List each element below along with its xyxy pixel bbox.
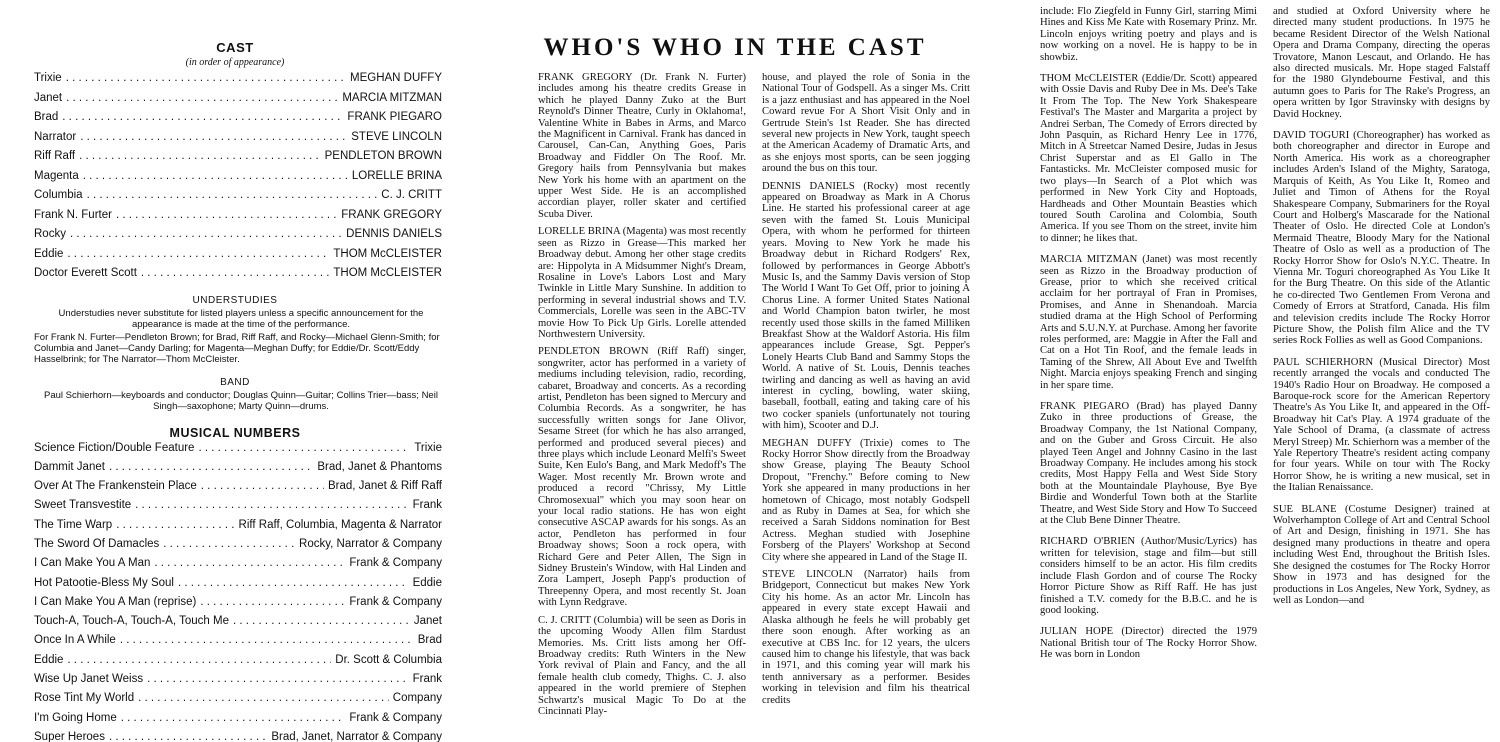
- song-title: Over At The Frankenstein Place: [34, 480, 197, 493]
- bio-frank-piegaro: FRANK PIEGARO (Brad) has played Danny Zuko in three productions of Grease, the Broadway Company, the 1st National Company, and on the Guber and Gross Circuit. He also played Teen Angel and Johnny Casino in the last Broadway Company. He includes among his stock credits, Most Happy Fella and West Side Story both at the Mountaindale Playhouse, Bye Bye Birdie and Wonderful Town both at the Starlite Theatre, and West Side Story and How To Succeed at the Club Bene Dinner Theatre.: [1040, 401, 1257, 527]
- song-performer: Trixie: [414, 441, 442, 454]
- song-title: The Time Warp: [34, 518, 113, 531]
- song-performer: Brad, Janet, Narrator & Company: [271, 730, 442, 742]
- leader-dots: [109, 461, 313, 473]
- leader-dots: [116, 209, 337, 221]
- bio-frank-gregory: FRANK GREGORY (Dr. Frank N. Furter) includes among his theatre credits Grease in which he played Danny Zuko at the Burt Reynold's Dinner Theatre, Curly in Oklahoma!, Valentine White in Babes in Arms, and Marco the Magnificent in Carnival. Frank has danced in Carousel, Can-Can, Anything Goes, Paris Broadway and Fiddler On The Roof. Mr. Gregory hails from Pennsylvania but makes New York his home with an apartment on the upper West Side. He is an accomplished accordian player, roller skater and certified Scuba Diver.: [538, 72, 746, 220]
- song-title: Once In A While: [34, 634, 116, 647]
- song-row: [34, 673, 442, 692]
- whos-who-page: [490, 0, 980, 742]
- bio-lorelle-brina: LORELLE BRINA (Magenta) was most recently seen as Rizzo in Grease—This marked her Broadway debut. Among her other stage credits are: Hippolyta in A Midsummer Night's Dream, Rosaline in Love's Labors Lost and Mary Twinkle in Little Mary Sunshine. In addition to performing in several industrial shows and T.V. Commercials, Lorelle was seen in the ABC-TV movie How To Pick Up Girls. Lorelle attended Northwestern University.: [538, 226, 747, 340]
- leader-dots: [121, 712, 346, 724]
- song-title: Science Fiction/Double Feature: [34, 441, 195, 454]
- song-row: [34, 712, 442, 731]
- song-title: Super Heroes: [34, 730, 105, 742]
- role-name: Columbia: [34, 189, 83, 201]
- leader-dots: [87, 189, 378, 201]
- actor-name: MEGHAN DUFFY: [350, 72, 442, 84]
- cast-row: [34, 111, 442, 131]
- song-performer: Frank: [412, 673, 442, 686]
- leader-dots: [116, 519, 234, 531]
- song-row: [34, 634, 442, 653]
- band-details: Paul Schierhorn—keyboards and conductor; Douglas Quinn—Guitar; Collins Trier—bass; Neil Singh—saxophone; Marty Quinn—drums.: [44, 389, 438, 412]
- song-title: Sweet Transvestite: [34, 499, 132, 512]
- cast-page: [0, 0, 470, 742]
- song-title: Wise Up Janet Weiss: [34, 673, 144, 686]
- musical-numbers-heading: MUSICAL NUMBERS: [169, 425, 301, 440]
- leader-dots: [66, 92, 338, 104]
- song-row: [34, 654, 442, 673]
- leader-dots: [201, 480, 324, 492]
- song-performer: Janet: [413, 615, 442, 628]
- actor-name: PENDLETON BROWN: [324, 150, 442, 162]
- cast-subtitle: (in order of appearance): [185, 57, 285, 68]
- song-title: Eddie: [34, 653, 64, 666]
- song-performer: Company: [392, 692, 442, 705]
- bio-columns-continued: [1000, 0, 1500, 671]
- leader-dots: [66, 72, 346, 84]
- role-name: Narrator: [34, 130, 77, 143]
- bio-julian-hope-cont: and studied at Oxford University where he directed many student productions. In 1975 he became Resident Director of the Welsh National Opera and Drama Company, directing the operas Trovatore, Manon Lescaut, and Orlando. He has also directed musicals. Mr. Hope staged Falstaff for the 1980 Glyndebourne Festival, and this autumn goes to Paris for The Rake's Progress, an opera written by Igor Stravinsky with designs by David Hockney.: [1273, 6, 1490, 120]
- cast-row: [34, 228, 442, 248]
- role-name: Janet: [34, 91, 63, 104]
- bio-column-2: [762, 72, 970, 723]
- bio-meghan-duffy: MEGHAN DUFFY (Trixie) comes to The Rocky Horror Show directly from the Broadway show Grease, playing The Beauty School Dropout, "Frenchy." Before coming to New York she appeared in many productions in her hometown of Chicago, most notably Godspell and as Ruby in Dames at Sea, for which she received a Sarah Siddons nomination for Best Actress. Meghan studied with Josephine Forsberg of the Players' Workshop at Second City where she appeared in Land of the Stage II.: [762, 437, 970, 563]
- song-row: [34, 615, 442, 634]
- bio-columns: [490, 72, 980, 723]
- bio-cj-critt-cont: house, and played the role of Sonia in the National Tour of Godspell. As a singer Ms. Critt is a jazz enthusiast and has appeared in the Noel Coward revue For A Short Visit Only and in Gertrude Stein's 1st Reader. She has directed several new projects in New York, taught speech at the American Academy of Dramatic Arts, and as she enjoys most sports, can be seen jogging around the bus on this tour.: [762, 72, 970, 175]
- bio-steve-lincoln: STEVE LINCOLN (Narrator) hails from Bridgeport, Connecticut but makes New York City his home. As an actor Mr. Lincoln has appeared in every state except Hawaii and Alaska although he feels he will probably get there soon enough. After working as an executive at CBS Inc. for 12 years, the ulcers caused him to change his lifestyle, that was back in 1971, and this coming year will mark his tenth anniversary as a performer. Besides working in television and film his theatrical credits: [762, 569, 970, 706]
- song-performer: Riff Raff, Columbia, Magenta & Narrator: [238, 518, 442, 531]
- leader-dots: [109, 731, 267, 742]
- role-name: Frank N. Furter: [34, 208, 112, 221]
- actor-name: FRANK GREGORY: [341, 208, 442, 221]
- leader-dots: [147, 673, 409, 685]
- cast-row: [34, 150, 442, 170]
- leader-dots: [138, 692, 389, 704]
- leader-dots: [154, 557, 345, 569]
- song-title: Dammit Janet: [34, 460, 105, 473]
- bio-column-4: [1273, 6, 1490, 671]
- song-row: [34, 442, 442, 461]
- actor-name: THOM McCLEISTER: [333, 267, 442, 279]
- leader-dots: [163, 538, 295, 550]
- song-performer: Dr. Scott & Columbia: [335, 653, 442, 666]
- leader-dots: [141, 267, 329, 279]
- bio-steve-lincoln-cont: include: Flo Ziegfeld in Funny Girl, starring Mimi Hines and Kiss Me Kate with Rosemary Prinz. Mr. Lincoln enjoys writing poetry and plays and is now working on a novel. He is happy to be in showbiz.: [1040, 6, 1257, 63]
- song-title: Rose Tint My World: [34, 692, 135, 705]
- actor-name: LORELLE BRINA: [351, 169, 442, 182]
- actor-name: DENNIS DANIELS: [346, 228, 442, 240]
- song-row: [34, 731, 442, 742]
- bio-sue-blane: SUE BLANE (Costume Designer) trained at Wolverhampton College of Art and Central School of Art and Design, finishing in 1971. She has designed many productions in theatre and opera including West End, throughout the British Isles. She designed the costumes for The Rocky Horror Show in 1973 and has designed for the productions in Los Angeles, New York, Sydney, as well as London—and: [1273, 503, 1490, 606]
- cast-list: [34, 72, 442, 287]
- song-row: [34, 499, 442, 518]
- actor-name: MARCIA MITZMAN: [342, 91, 442, 104]
- actor-name: FRANK PIEGARO: [347, 111, 442, 123]
- bio-thom-mccleister: THOM McCLEISTER (Eddie/Dr. Scott) appeared with Ossie Davis and Ruby Dee in Ms. Dee's Take It From The Top. The New York Shakespeare Festival's The Master and Margarita a project by Andrei Serban, The Comedy of Errors directed by John Pasquin, as Richard Henry Lee in 1776, Mitch in A Streetcar Named Desire, Judas in Jesus Christ Superstar and as El Gallo in The Fantasticks. Mr. McCleister composed music for two plays—In Search of a Plot which was performed in New York City and Hoptoads, Hardheads and Other Mountain Beasties which toured South Carolina and Colombia, South America. If you see Thom on the street, invite him to dinner; he likes that.: [1040, 73, 1257, 244]
- leader-dots: [67, 248, 329, 260]
- song-performer: Frank & Company: [349, 711, 442, 724]
- whos-who-page-continued: [1000, 0, 1500, 742]
- song-row: [34, 596, 442, 615]
- song-row: [34, 538, 442, 557]
- song-title: The Sword Of Damacles: [34, 537, 160, 550]
- leader-dots: [62, 111, 343, 123]
- song-title: Touch-A, Touch-A, Touch-A, Touch Me: [34, 615, 229, 628]
- song-performer: Brad: [417, 634, 442, 647]
- song-row: [34, 519, 442, 538]
- bio-marcia-mitzman: MARCIA MITZMAN (Janet) was most recently seen as Rizzo in the Broadway production of Grease, prior to which she received critical acclaim for her portrayal of Fran in Promises, Promises, and Anne in Shenandoah. Marcia studied drama at the High School of Performing Arts and S.U.N.Y. at Purchase. Among her favorite roles performed, are: Maggie in After the Fall and Cat on a Hot Tin Roof, and the female leads in Taming of the Shrew, All About Eve and Twelfth Night. Marcia enjoys speaking French and singing in her spare time.: [1040, 254, 1257, 391]
- song-row: [34, 692, 442, 711]
- leader-dots: [79, 150, 321, 162]
- leader-dots: [198, 442, 410, 454]
- cast-row: [34, 267, 442, 287]
- band-heading: BAND: [220, 376, 250, 388]
- cast-row: [34, 92, 442, 112]
- cast-row: [34, 209, 442, 229]
- song-row: [34, 480, 442, 499]
- leader-dots: [233, 615, 410, 627]
- cast-row: [34, 189, 442, 209]
- song-performer: Frank & Company: [349, 595, 442, 608]
- bio-david-toguri: DAVID TOGURI (Choreographer) has worked as both choreographer and director in Europe and North America. His work as a choreographer includes Arden's Island of the Mighty, Saratoga, Marquis of Keith, As You Like It, Romeo and Juliet and Timon of Athens for the Royal Shakespeare Company, Submariners for the Royal Court and Holberg's Mascarade for the National Theater of Oslo. He directed Cole at London's Mermaid Theatre, Bloody Mary for the National Theatre of Oslo as well as a production of The Rocky Horror Show for Oslo's N.Y.C. Theatre. In Vienna Mr. Toguri choreographed As You Like It for the Burg Theatre. On this side of the Atlantic he co-directed Two Gentlemen From Verona and Comedy of Errors at Stratford, Canada. His film and television credits include The Rocky Horror Picture Show, the Polish film Alice and the TV series Rock Follies as well as Good Companions.: [1273, 130, 1490, 347]
- cast-row: [34, 170, 442, 190]
- song-performer: Eddie: [412, 576, 442, 589]
- musical-numbers-list: [34, 442, 442, 742]
- leader-dots: [178, 577, 409, 589]
- role-name: Rocky: [34, 228, 66, 240]
- bio-dennis-daniels: DENNIS DANIELS (Rocky) most recently appeared on Broadway as Mark in A Chorus Line. He started his professional career at age seven with the famed St. Louis Municipal Opera, with whom he performed for thirteen years. Moving to New York he made his Broadway debut in Richard Rodgers' Rex, followed by performances in George Abbott's Music Is, and the Sammy Davis version of Stop The World I Want To Get Off, prior to joining A Chorus Line. A former United States National and World Champion baton twirler, he most recently used those skills in the famed Milliken Breakfast Show at the Waldorf Astoria. His film appearances include Grease, Sgt. Pepper's Lonely Hearts Club Band and Sammy Stops the World. A native of St. Louis, Dennis teaches twirling and dancing as well as having an avid interest in cycling, bowling, water skiing, baseball, football, eating and taking care of his two cocker spaniels (unfortunately not touring with him), Scooter and D.J.: [762, 180, 970, 432]
- whos-who-heading: WHO'S WHO IN THE CAST: [543, 34, 927, 61]
- leader-dots: [135, 499, 408, 511]
- song-title: I'm Going Home: [34, 711, 117, 724]
- song-performer: Frank: [412, 499, 442, 512]
- cast-row: [34, 72, 442, 92]
- song-performer: Brad, Janet & Phantoms: [317, 460, 442, 473]
- song-row: [34, 557, 442, 576]
- understudies-heading: UNDERSTUDIES: [192, 294, 278, 306]
- song-title: I Can Make You A Man: [34, 557, 151, 570]
- role-name: Brad: [34, 111, 59, 123]
- bio-pendleton-brown: PENDLETON BROWN (Riff Raff) singer, songwriter, actor has performed in a variety of mediums including television, radio, recording, cabaret, Broadway and concerts. As a recording artist, Pendleton has been signed to Mercury and Columbia Records. As a songwriter, he has successfully written songs for Jane Olivor, Sesame Street (for which he has also arranged, performed and produced several pieces) and three plays which include Leonard Melfi's Sweet Suite, Ken Eulo's Bang, and Mark Medoff's The Wager. Most recently Mr. Brown wrote and produced a record "Chrissy, My Little Chromosexual" which you may soon hear on your local radio stations. He has won eight consecutive ASCAP awards for his songs. As an actor, Pendleton has performed in four Broadway shows; Soon a rock opera, with Richard Gere and Peter Allen, The Sign in Sidney Brustein's Window, with Hal Linden and Zora Lampert, Joseph Papp's production of Threepenny Opera, and most recently St. Joan with Lynn Redgrave.: [538, 346, 746, 609]
- bio-julian-hope: JULIAN HOPE (Director) directed the 1979 National British tour of The Rocky Horror Show. He was born in London: [1040, 626, 1257, 661]
- leader-dots: [120, 634, 414, 646]
- leader-dots: [83, 170, 348, 182]
- bio-richard-obrien: RICHARD O'BRIEN (Author/Music/Lyrics) has written for television, stage and film—but still considers himself to be an actor. His film credits include Flash Gordon and of course The Rocky Horror Picture Show as Riff Raff. He has just finished a T.V. comedy for the B.B.C. and he is good looking.: [1040, 536, 1257, 616]
- role-name: Doctor Everett Scott: [34, 267, 137, 279]
- role-name: Trixie: [34, 72, 62, 84]
- song-title: Hot Patootie-Bless My Soul: [34, 576, 174, 589]
- song-performer: Brad, Janet & Riff Raff: [328, 480, 442, 493]
- actor-name: C. J. CRITT: [381, 189, 442, 201]
- song-title: I Can Make You A Man (reprise): [34, 595, 197, 608]
- leader-dots: [80, 131, 347, 143]
- bio-paul-schierhorn: PAUL SCHIERHORN (Musical Director) Most recently arranged the vocals and conducted The 1940's Radio Hour on Broadway. He composed a Baroque-rock score for the American Repertory Theatre's As You Like It, and appeared in the Off-Broadway hit Cat's Play. A 1974 graduate of the Yale School of Drama, (a classmate of actress Meryl Streep) Mr. Schierhorn was a member of the Yale Repertory Theatre's resident acting company for four years. While on tour with The Rocky Horror Show, he is writing a new musical, set in the Italian Renaissance.: [1273, 356, 1490, 494]
- actor-name: THOM McCLEISTER: [333, 247, 442, 260]
- bio-column-3: [1040, 6, 1257, 671]
- leader-dots: [70, 228, 342, 240]
- role-name: Magenta: [34, 169, 79, 182]
- understudies-notice: Understudies never substitute for listed players unless a specific announcement for the appearance is made at the time of the performance.: [58, 307, 424, 330]
- song-performer: Frank & Company: [349, 557, 442, 570]
- actor-name: STEVE LINCOLN: [351, 130, 442, 143]
- cast-heading: CAST: [216, 40, 254, 55]
- cast-row: [34, 131, 442, 151]
- role-name: Riff Raff: [34, 150, 76, 162]
- bio-cj-critt: C. J. CRITT (Columbia) will be seen as Doris in the upcoming Woody Allen film Stardust Memories. Ms. Critt lists among her Off-Broadway credits: Ruth Winters in the New York revival of Plain and Fancy, and the all female health club comedy, Thighs. C. J. also appeared in the world premiere of Stephen Schwartz's musical Magic To Do at the Cincinnati Play-: [538, 614, 746, 717]
- song-row: [34, 577, 442, 596]
- leader-dots: [200, 596, 345, 608]
- bio-column-1: [538, 72, 746, 723]
- song-performer: Rocky, Narrator & Company: [299, 537, 442, 550]
- leader-dots: [67, 654, 331, 666]
- role-name: Eddie: [34, 247, 64, 260]
- cast-row: [34, 248, 442, 268]
- understudies-details: For Frank N. Furter—Pendleton Brown; for Brad, Riff Raff, and Rocky—Michael Glenn-Smith; for Columbia and Janet—Candy Darling; for Magenta—Meghan Duffy; for Eddie/Dr. Scott/Eddy Hasselbrink; for The Narrator—Thom McCleister.: [34, 331, 440, 365]
- song-row: [34, 461, 442, 480]
